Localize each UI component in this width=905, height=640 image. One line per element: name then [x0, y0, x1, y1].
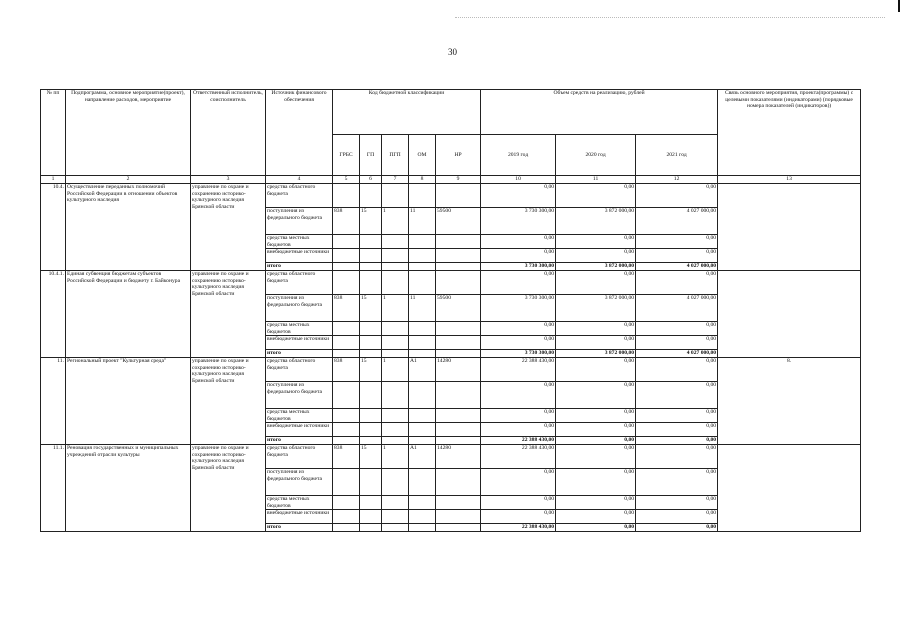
- code-grbs: [333, 510, 360, 524]
- header-volume: Объем средств на реализацию, рублей: [481, 90, 718, 135]
- finance-source: средства областного бюджета: [266, 184, 333, 208]
- column-number: 8: [409, 176, 436, 184]
- amount-2019: 3 730 300,00: [481, 208, 556, 235]
- code-gp: [360, 469, 382, 496]
- code-om: [409, 437, 436, 445]
- code-gp: [360, 524, 382, 532]
- header-gp: ГП: [360, 135, 382, 176]
- code-pgp: [382, 409, 409, 423]
- finance-source: итого: [266, 350, 333, 358]
- amount-2021: 0,00: [636, 271, 718, 295]
- row-number: 11.1.: [41, 445, 66, 532]
- amount-2020: 0,00: [556, 409, 636, 423]
- amount-2021: 4 027 000,00: [636, 295, 718, 322]
- code-gp: [360, 249, 382, 263]
- amount-2019: 3 730 300,00: [481, 263, 556, 271]
- amount-2019: 0,00: [481, 271, 556, 295]
- code-gp: [360, 409, 382, 423]
- code-gp: [360, 382, 382, 409]
- code-pgp: [382, 350, 409, 358]
- code-np: 59500: [436, 208, 481, 235]
- amount-2020: 3 872 000,00: [556, 295, 636, 322]
- code-om: [409, 271, 436, 295]
- code-grbs: [333, 235, 360, 249]
- code-om: [409, 184, 436, 208]
- column-number: 2: [66, 176, 191, 184]
- code-om: 11: [409, 208, 436, 235]
- finance-source: итого: [266, 437, 333, 445]
- amount-2019: 0,00: [481, 423, 556, 437]
- amount-2021: 0,00: [636, 358, 718, 382]
- program-name: Региональный проект "Культурная среда": [66, 358, 191, 445]
- amount-2020: 0,00: [556, 336, 636, 350]
- column-number: 12: [636, 176, 718, 184]
- budget-table: [40, 89, 861, 532]
- code-pgp: [382, 469, 409, 496]
- amount-2019: 22 388 430,00: [481, 445, 556, 469]
- code-gp: [360, 437, 382, 445]
- finance-source: внебюджетные источники: [266, 510, 333, 524]
- code-pgp: [382, 437, 409, 445]
- amount-2021: 0,00: [636, 184, 718, 208]
- code-om: [409, 322, 436, 336]
- finance-source: средства областного бюджета: [266, 358, 333, 382]
- amount-2021: 0,00: [636, 469, 718, 496]
- amount-2019: 0,00: [481, 184, 556, 208]
- row-number: 10.4.: [41, 184, 66, 271]
- code-np: 59500: [436, 295, 481, 322]
- code-grbs: [333, 271, 360, 295]
- amount-2020: 0,00: [556, 358, 636, 382]
- column-number: 5: [333, 176, 360, 184]
- program-name: Осуществление переданных полномочий Российской Федерации в отношении объектов культурного наследия: [66, 184, 191, 271]
- amount-2020: 0,00: [556, 496, 636, 510]
- code-pgp: 1: [382, 445, 409, 469]
- amount-2021: 0,00: [636, 235, 718, 249]
- column-number: 1: [41, 176, 66, 184]
- code-grbs: [333, 322, 360, 336]
- amount-2019: 3 730 300,00: [481, 295, 556, 322]
- amount-2020: 0,00: [556, 423, 636, 437]
- finance-source: итого: [266, 524, 333, 532]
- finance-source: средства областного бюджета: [266, 445, 333, 469]
- amount-2020: 0,00: [556, 184, 636, 208]
- code-np: 14280: [436, 358, 481, 382]
- code-pgp: [382, 263, 409, 271]
- code-om: [409, 409, 436, 423]
- code-np: [436, 336, 481, 350]
- amount-2019: 0,00: [481, 409, 556, 423]
- code-gp: 15: [360, 358, 382, 382]
- code-gp: 15: [360, 208, 382, 235]
- amount-2019: 0,00: [481, 496, 556, 510]
- column-number-row: [41, 176, 861, 184]
- indicator-link: [718, 445, 861, 532]
- amount-2019: 22 388 430,00: [481, 358, 556, 382]
- code-grbs: [333, 350, 360, 358]
- code-pgp: [382, 235, 409, 249]
- code-om: [409, 496, 436, 510]
- code-grbs: [333, 382, 360, 409]
- amount-2021: 0,00: [636, 249, 718, 263]
- code-np: 14280: [436, 445, 481, 469]
- code-grbs: [333, 496, 360, 510]
- code-pgp: [382, 423, 409, 437]
- code-gp: [360, 322, 382, 336]
- code-np: [436, 423, 481, 437]
- code-om: A1: [409, 445, 436, 469]
- responsible-executor: управление по охране и сохранению историко-культурного наследия Брянской области: [191, 271, 266, 358]
- amount-2020: 0,00: [556, 322, 636, 336]
- amount-2019: 22 388 430,00: [481, 524, 556, 532]
- amount-2021: 0,00: [636, 322, 718, 336]
- code-np: [436, 382, 481, 409]
- code-np: [436, 263, 481, 271]
- finance-source: средства областного бюджета: [266, 271, 333, 295]
- code-np: [436, 235, 481, 249]
- header-2021: 2021 год: [636, 135, 718, 176]
- code-np: [436, 184, 481, 208]
- code-gp: [360, 350, 382, 358]
- table-row: [41, 445, 861, 469]
- finance-source: поступления из федерального бюджета: [266, 469, 333, 496]
- responsible-executor: управление по охране и сохранению историко-культурного наследия Брянской области: [191, 445, 266, 532]
- column-number: 11: [556, 176, 636, 184]
- code-grbs: [333, 263, 360, 271]
- amount-2021: 0,00: [636, 382, 718, 409]
- header-2020: 2020 год: [556, 135, 636, 176]
- code-np: [436, 322, 481, 336]
- code-om: [409, 510, 436, 524]
- finance-source: внебюджетные источники: [266, 336, 333, 350]
- code-om: [409, 263, 436, 271]
- program-name: Реновация государственных и муниципальных учреждений отрасли культуры: [66, 445, 191, 532]
- finance-source: средства местных бюджетов: [266, 496, 333, 510]
- amount-2021: 0,00: [636, 336, 718, 350]
- code-om: [409, 249, 436, 263]
- code-pgp: [382, 184, 409, 208]
- code-om: [409, 382, 436, 409]
- code-gp: 15: [360, 445, 382, 469]
- header-kbk: Код бюджетной классификации: [333, 90, 481, 135]
- code-grbs: [333, 437, 360, 445]
- code-gp: [360, 496, 382, 510]
- code-pgp: [382, 510, 409, 524]
- amount-2019: 0,00: [481, 469, 556, 496]
- amount-2019: 3 730 300,00: [481, 350, 556, 358]
- code-grbs: [333, 409, 360, 423]
- code-om: [409, 235, 436, 249]
- code-pgp: 1: [382, 208, 409, 235]
- table-row: [41, 271, 861, 295]
- finance-source: средства местных бюджетов: [266, 409, 333, 423]
- scan-edge-mark: [898, 0, 900, 12]
- amount-2021: 0,00: [636, 445, 718, 469]
- table-row: [41, 184, 861, 208]
- code-gp: [360, 336, 382, 350]
- indicator-link: [718, 184, 861, 271]
- row-number: 11.: [41, 358, 66, 445]
- code-om: [409, 336, 436, 350]
- amount-2019: 0,00: [481, 336, 556, 350]
- column-number: 9: [436, 176, 481, 184]
- code-np: [436, 249, 481, 263]
- code-np: [436, 437, 481, 445]
- finance-source: средства местных бюджетов: [266, 322, 333, 336]
- code-gp: [360, 271, 382, 295]
- code-pgp: [382, 249, 409, 263]
- amount-2020: 0,00: [556, 524, 636, 532]
- header-program: Подпрограмма, основное мероприятие(проект), направление расходов, мероприятие: [66, 90, 191, 176]
- finance-source: средства местных бюджетов: [266, 235, 333, 249]
- responsible-executor: управление по охране и сохранению историко-культурного наследия Брянской области: [191, 358, 266, 445]
- code-pgp: [382, 382, 409, 409]
- code-grbs: [333, 423, 360, 437]
- header-2019: 2019 год: [481, 135, 556, 176]
- table-row: [41, 358, 861, 382]
- table-body: [41, 184, 861, 532]
- indicator-link: 8.: [718, 358, 861, 445]
- amount-2019: 0,00: [481, 510, 556, 524]
- header-source: Источник финансового обеспечения: [266, 90, 333, 176]
- code-pgp: [382, 336, 409, 350]
- code-grbs: [333, 184, 360, 208]
- code-om: [409, 423, 436, 437]
- code-np: [436, 350, 481, 358]
- amount-2021: 0,00: [636, 510, 718, 524]
- code-grbs: [333, 469, 360, 496]
- code-gp: [360, 235, 382, 249]
- column-number: 13: [718, 176, 861, 184]
- code-om: [409, 469, 436, 496]
- amount-2020: 0,00: [556, 445, 636, 469]
- column-number: 10: [481, 176, 556, 184]
- amount-2020: 0,00: [556, 469, 636, 496]
- amount-2021: 4 027 000,00: [636, 263, 718, 271]
- row-number: 10.4.1.: [41, 271, 66, 358]
- column-number: 7: [382, 176, 409, 184]
- program-name: Единая субвенция бюджетам субъектов Российской Федерации и бюджету г. Байконура: [66, 271, 191, 358]
- finance-source: внебюджетные источники: [266, 249, 333, 263]
- code-pgp: [382, 524, 409, 532]
- code-grbs: 838: [333, 295, 360, 322]
- code-pgp: 1: [382, 358, 409, 382]
- amount-2019: 0,00: [481, 249, 556, 263]
- code-np: [436, 469, 481, 496]
- code-gp: 15: [360, 295, 382, 322]
- finance-source: поступления из федерального бюджета: [266, 382, 333, 409]
- amount-2020: 0,00: [556, 249, 636, 263]
- amount-2021: 4 027 000,00: [636, 350, 718, 358]
- amount-2020: 0,00: [556, 437, 636, 445]
- code-gp: [360, 510, 382, 524]
- amount-2021: 0,00: [636, 496, 718, 510]
- code-om: [409, 350, 436, 358]
- amount-2020: 3 872 000,00: [556, 263, 636, 271]
- amount-2020: 3 872 000,00: [556, 350, 636, 358]
- code-grbs: [333, 336, 360, 350]
- finance-source: итого: [266, 263, 333, 271]
- code-gp: [360, 423, 382, 437]
- amount-2021: 0,00: [636, 437, 718, 445]
- table-header-row: [41, 90, 861, 135]
- amount-2021: 4 027 000,00: [636, 208, 718, 235]
- header-responsible: Ответственный исполнитель, соисполнитель: [191, 90, 266, 176]
- code-grbs: [333, 249, 360, 263]
- amount-2020: 0,00: [556, 271, 636, 295]
- code-gp: [360, 184, 382, 208]
- page-number: 30: [448, 47, 457, 57]
- code-gp: [360, 263, 382, 271]
- code-grbs: 838: [333, 208, 360, 235]
- code-om: 11: [409, 295, 436, 322]
- amount-2021: 0,00: [636, 409, 718, 423]
- code-pgp: [382, 496, 409, 510]
- code-np: [436, 409, 481, 423]
- code-grbs: [333, 524, 360, 532]
- amount-2020: 0,00: [556, 235, 636, 249]
- amount-2021: 0,00: [636, 423, 718, 437]
- code-np: [436, 271, 481, 295]
- header-om: ОМ: [409, 135, 436, 176]
- column-number: 6: [360, 176, 382, 184]
- code-grbs: 838: [333, 445, 360, 469]
- scan-noise-line: [455, 17, 885, 18]
- code-pgp: [382, 271, 409, 295]
- finance-source: внебюджетные источники: [266, 423, 333, 437]
- amount-2019: 0,00: [481, 235, 556, 249]
- amount-2019: 0,00: [481, 322, 556, 336]
- code-pgp: [382, 322, 409, 336]
- column-number: 3: [191, 176, 266, 184]
- code-pgp: 1: [382, 295, 409, 322]
- header-num: № пп: [41, 90, 66, 176]
- header-np: НР: [436, 135, 481, 176]
- amount-2019: 22 388 430,00: [481, 437, 556, 445]
- code-np: [436, 524, 481, 532]
- amount-2019: 0,00: [481, 382, 556, 409]
- indicator-link: [718, 271, 861, 358]
- amount-2020: 0,00: [556, 510, 636, 524]
- code-om: A1: [409, 358, 436, 382]
- responsible-executor: управление по охране и сохранению историко-культурного наследия Брянской области: [191, 184, 266, 271]
- amount-2021: 0,00: [636, 524, 718, 532]
- header-grbs: ГРБС: [333, 135, 360, 176]
- code-np: [436, 510, 481, 524]
- header-link: Связь основного мероприятия, проекта(программы) с целевыми показателями (индикаторами) (порядковые номера показателей (индикаторов)): [718, 90, 861, 176]
- column-number: 4: [266, 176, 333, 184]
- amount-2020: 0,00: [556, 382, 636, 409]
- code-grbs: 838: [333, 358, 360, 382]
- code-np: [436, 496, 481, 510]
- code-om: [409, 524, 436, 532]
- finance-source: поступления из федерального бюджета: [266, 295, 333, 322]
- finance-source: поступления из федерального бюджета: [266, 208, 333, 235]
- header-pgp: ПГП: [382, 135, 409, 176]
- amount-2020: 3 872 000,00: [556, 208, 636, 235]
